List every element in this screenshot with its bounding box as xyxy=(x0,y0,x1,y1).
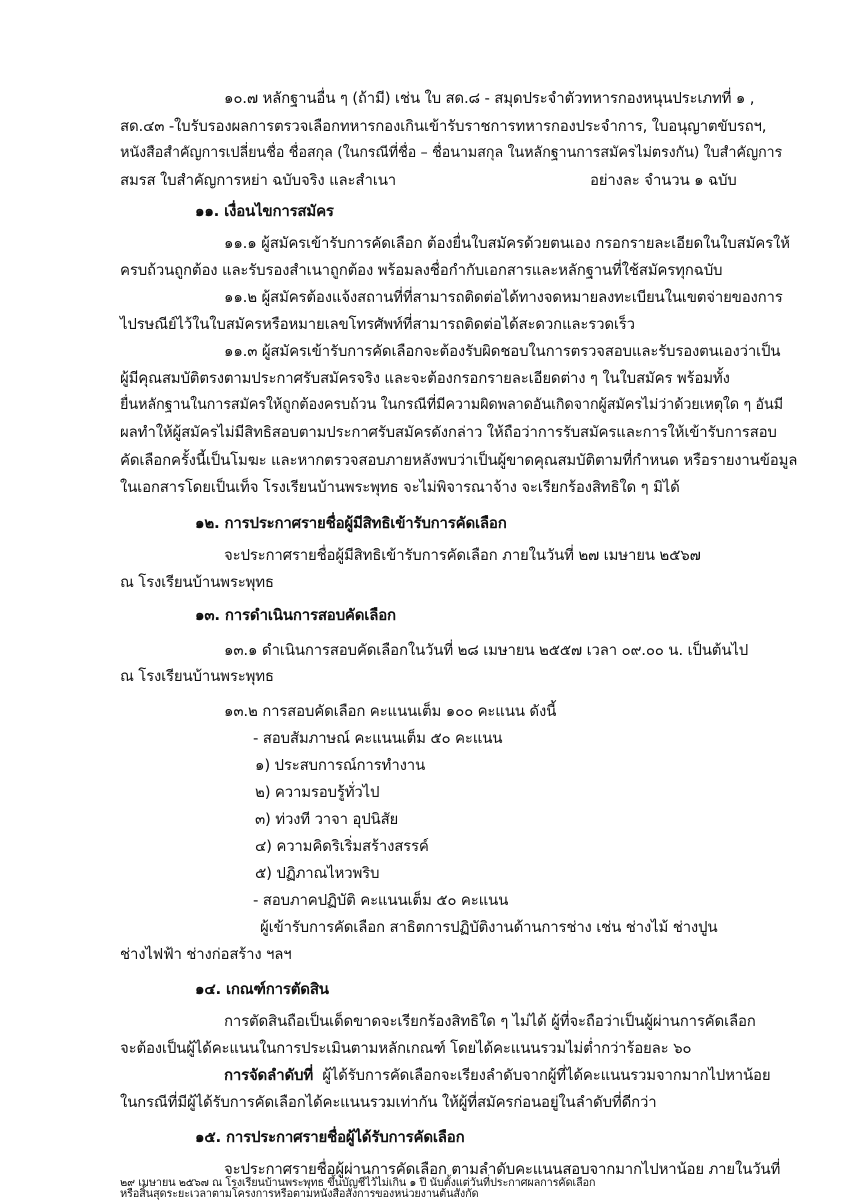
item-10-7-line-2: สด.๔๓ -ใบรับรองผลการตรวจเลือกทหารกองเกินเข้ารับราชการทหารกองประจำการ, ใบอนุญาตขับรถฯ, xyxy=(120,117,767,135)
section-15-line-1: จะประกาศรายชื่อผู้ผ่านการคัดเลือก ตามลำดับคะแนนสอบจากมากไปหาน้อย ภายในวันที่ xyxy=(224,1160,781,1178)
section-12-heading: ๑๒. การประกาศรายชื่อผู้มีสิทธิเข้ารับการคัดเลือก xyxy=(195,514,507,532)
item-11-3-line-4: ผลทำให้ผู้สมัครไม่มีสิทธิสอบตามประกาศรับสมัครดังกล่าว ให้ถือว่าการรับสมัครและการให้เข้ารับการสอบ xyxy=(120,423,777,441)
item-11-3-line-1: ๑๑.๓ ผู้สมัครเข้ารับการคัดเลือกจะต้องรับผิดชอบในการตรวจสอบและรับรองตนเองว่าเป็น xyxy=(224,342,781,360)
item-11-3-line-5: คัดเลือกครั้งนี้เป็นโมฆะ และหากตรวจสอบภายหลังพบว่าเป็นผู้ขาดคุณสมบัติตามที่กำหนด หรือรายงานข้อมูล xyxy=(120,451,798,469)
section-12-line-2: ณ โรงเรียนบ้านพระพุทธ xyxy=(120,573,274,591)
ranking-label: การจัดลำดับที่ xyxy=(224,1066,314,1084)
item-13-2-intro: ๑๓.๒ การสอบคัดเลือก คะแนนเต็ม ๑๐๐ คะแนน ดังนี้ xyxy=(224,702,557,720)
item-11-2-line-1: ๑๑.๒ ผู้สมัครต้องแจ้งสถานที่ที่สามารถติดต่อได้ทางจดหมายลงทะเบียนในเขตจ่ายของการ xyxy=(224,288,783,306)
practical-desc-line-1: ผู้เข้ารับการคัดเลือก สาธิตการปฏิบัติงานด้านการช่าง เช่น ช่างไม้ ช่างปูน xyxy=(260,918,718,936)
section-12-line-1: จะประกาศรายชื่อผู้มีสิทธิเข้ารับการคัดเลือก ภายในวันที่ ๒๗ เมษายน ๒๕๖๗ xyxy=(224,546,701,564)
criteria-item: ๔) ความคิดริเริ่มสร้างสรรค์ xyxy=(255,837,429,855)
item-13-1-line-1: ๑๓.๑ ดำเนินการสอบคัดเลือกในวันที่ ๒๘ เมษายน ๒๕๕๗ เวลา ๐๙.๐๐ น. เป็นต้นไป xyxy=(224,641,749,659)
item-11-2-line-2: ไปรษณีย์ไว้ในใบสมัครหรือหมายเลขโทรศัพท์ที่สามารถติดต่อได้สะดวกและรวดเร็ว xyxy=(120,315,635,333)
section-14-heading: ๑๔. เกณฑ์การตัดสิน xyxy=(195,980,329,998)
criteria-item: ๑) ประสบการณ์การทำงาน xyxy=(255,756,426,774)
section-15-heading: ๑๕. การประกาศรายชื่อผู้ได้รับการคัดเลือก xyxy=(195,1128,465,1146)
item-11-1-line-1: ๑๑.๑ ผู้สมัครเข้ารับการคัดเลือก ต้องยื่นใบสมัครด้วยตนเอง กรอกรายละเอียดในใบสมัครให้ xyxy=(224,234,790,252)
item-10-7-line-3: หนังสือสำคัญการเปลี่ยนชื่อ ชื่อสกุล (ในกรณีที่ชื่อ – ชื่อนามสกุล ในหลักฐานการสมัครไม่ตรงกัน) ใบสำคัญการ xyxy=(120,145,783,161)
section-14-line-1: การตัดสินถือเป็นเด็ดขาดจะเรียกร้องสิทธิใด ๆ ไม่ได้ ผู้ที่จะถือว่าเป็นผู้ผ่านการคัดเลือก xyxy=(224,1012,756,1030)
section-13-heading: ๑๓. การดำเนินการสอบคัดเลือก xyxy=(195,606,396,624)
interview-score-line: - สอบสัมภาษณ์ คะแนนเต็ม ๕๐ คะแนน xyxy=(253,729,503,747)
criteria-item: ๕) ปฏิภาณไหวพริบ xyxy=(255,864,380,882)
section-11-heading: ๑๑. เงื่อนไขการสมัคร xyxy=(195,202,334,220)
item-11-3-line-2: ผู้มีคุณสมบัติตรงตามประกาศรับสมัครจริง และจะต้องกรอกรายละเอียดต่าง ๆ ในใบสมัคร พร้อมทั้ง xyxy=(120,369,730,387)
item-13-1-line-2: ณ โรงเรียนบ้านพระพุทธ xyxy=(120,667,274,685)
section-15-line-2: ๒๙ เมษายน ๒๕๖๗ ณ โรงเรียนบ้านพระพุทธ ขึ้นบัญชีไว้ไม่เกิน ๑ ปี นับตั้งแต่วันที่ประกาศผลการคัดเลือก xyxy=(120,1176,596,1189)
item-11-3-line-3: ยื่นหลักฐานในการสมัครให้ถูกต้องครบถ้วน ในกรณีที่มีความผิดพลาดอันเกิดจากผู้สมัครไม่ว่าด้วยเหตุใด ๆ อันมี xyxy=(120,397,783,413)
section-14-line-2: จะต้องเป็นผู้ได้คะแนนในการประเมินตามหลักเกณฑ์ โดยได้คะแนนรวมไม่ต่ำกว่าร้อยละ ๖๐ xyxy=(120,1039,692,1057)
item-11-1-line-2: ครบถ้วนถูกต้อง และรับรองสำเนาถูกต้อง พร้อมลงชื่อกำกับเอกสารและหลักฐานที่ใช้สมัครทุกฉบับ xyxy=(120,261,723,279)
practical-score-line: - สอบภาคปฏิบัติ คะแนนเต็ม ๕๐ คะแนน xyxy=(253,891,509,909)
criteria-item: ๓) ท่วงที วาจา อุปนิสัย xyxy=(255,810,399,828)
criteria-item: ๒) ความรอบรู้ทั่วไป xyxy=(255,783,380,801)
item-10-7-line-1: ๑๐.๗ หลักฐานอื่น ๆ (ถ้ามี) เช่น ใบ สด.๘ - สมุดประจำตัวทหารกองหนุนประเภทที่ ๑ , xyxy=(224,89,755,107)
ranking-line-2: ในกรณีที่มีผู้ได้รับการคัดเลือกได้คะแนนรวมเท่ากัน ให้ผู้ที่สมัครก่อนอยู่ในลำดับที่ดีกว่า xyxy=(120,1093,657,1111)
practical-desc-line-2: ช่างไฟฟ้า ช่างก่อสร้าง ฯลฯ xyxy=(120,945,292,963)
item-11-3-line-6: ในเอกสารโดยเป็นเท็จ โรงเรียนบ้านพระพุทธ จะไม่พิจารณาจ้าง จะเรียกร้องสิทธิใด ๆ มิได้ xyxy=(120,478,680,496)
ranking-line-1: ผู้ได้รับการคัดเลือกจะเรียงลำดับจากผู้ที่ได้คะแนนรวมจากมากไปหาน้อย xyxy=(322,1066,771,1084)
item-10-7-line-4b: อย่างละ จำนวน ๑ ฉบับ xyxy=(590,171,737,189)
section-15-line-3: หรือสิ้นสุดระยะเวลาตามโครงการหรือตามหนังสือสั่งการของหน่วยงานต้นสังกัด xyxy=(120,1187,479,1200)
ranking-paragraph xyxy=(224,1065,770,1085)
item-10-7-line-4a: สมรส ใบสำคัญการหย่า ฉบับจริง และสำเนา xyxy=(120,171,396,189)
